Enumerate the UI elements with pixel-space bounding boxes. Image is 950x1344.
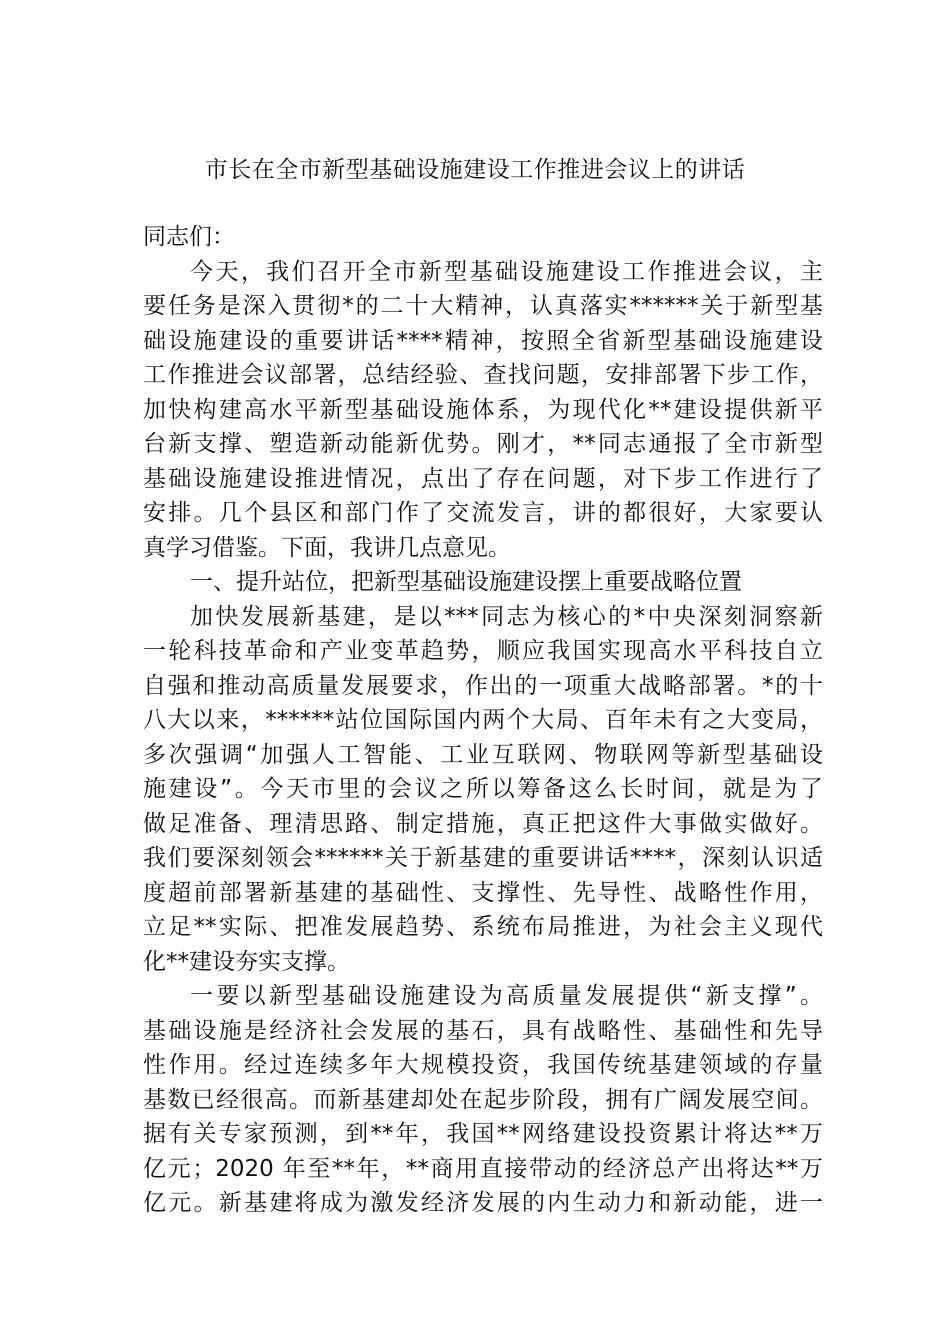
document-body — [143, 220, 823, 1221]
text-line: 做足准备、理清思路、制定措施，真正把这件大事做实做好。 — [143, 810, 823, 837]
text-line: 据有关专家预测，到**年，我国**网络建设投资累计将达**万 — [143, 1121, 823, 1147]
text-line: 础设施建设的重要讲话****精神，按照全省新型基础设施建设 — [143, 327, 823, 354]
text-line: 要任务是深入贯彻*的二十大精神，认真落实******关于新型基 — [143, 293, 823, 319]
text-line: 立足**实际、把准发展趋势、系统布局推进，为社会主义现代 — [143, 914, 823, 940]
text-line: 工作推进会议部署，总结经验、查找问题，安排部署下步工作， — [143, 362, 823, 388]
text-line: 我们要深刻领会******关于新基建的重要讲话****，深刻认识适 — [143, 845, 823, 871]
text-line: 加快构建高水平新型基础设施体系，为现代化**建设提供新平 — [143, 396, 823, 423]
text-line: 性作用。经过连续多年大规模投资，我国传统基建领域的存量 — [143, 1052, 823, 1078]
text-line: 基数已经很高。而新基建却处在起步阶段，拥有广阔发展空间。 — [143, 1086, 823, 1113]
text-line: 一要以新型基础设施建设为高质量发展提供“新支撑”。 — [190, 983, 823, 1009]
text-line: 施建设”。今天市里的会议之所以筹备这么长时间，就是为了 — [143, 776, 823, 802]
text-line: 真学习借鉴。下面，我讲几点意见。 — [143, 534, 511, 561]
text-line: 同志们： — [143, 224, 235, 250]
text-line: 自强和推动高质量发展要求，作出的一项重大战略部署。*的十 — [143, 672, 823, 699]
text-line: 今天，我们召开全市新型基础设施建设工作推进会议，主 — [190, 258, 823, 285]
text-line: 亿元。新基建将成为激发经济发展的内生动力和新动能，进一 — [143, 1190, 823, 1216]
text-line: 多次强调“加强人工智能、工业互联网、物联网等新型基础设 — [143, 741, 823, 768]
text-line: 一、提升站位，把新型基础设施建设摆上重要战略位置 — [190, 569, 742, 595]
text-line: 台新支撑、塑造新动能新优势。刚才，**同志通报了全市新型 — [143, 431, 823, 457]
text-line: 亿元；2020 年至**年，**商用直接带动的经济总产出将达**万 — [143, 1155, 823, 1182]
text-line: 基础设施是经济社会发展的基石，具有战略性、基础性和先导 — [143, 1017, 823, 1044]
document-title: 市长在全市新型基础设施建设工作推进会议上的讲话 — [204, 157, 746, 183]
text-line: 一轮科技革命和产业变革趋势，顺应我国实现高水平科技自立 — [143, 638, 823, 664]
text-line: 加快发展新基建，是以***同志为核心的*中央深刻洞察新 — [190, 603, 823, 630]
text-line: 化**建设夯实支撑。 — [143, 948, 350, 975]
text-line: 八大以来，******站位国际国内两个大局、百年未有之大变局， — [143, 707, 823, 733]
text-line: 安排。几个县区和部门作了交流发言，讲的都很好，大家要认 — [143, 500, 823, 526]
text-line: 基础设施建设推进情况，点出了存在问题，对下步工作进行了 — [143, 465, 823, 492]
text-line: 度超前部署新基建的基础性、支撑性、先导性、战略性作用， — [143, 879, 823, 906]
